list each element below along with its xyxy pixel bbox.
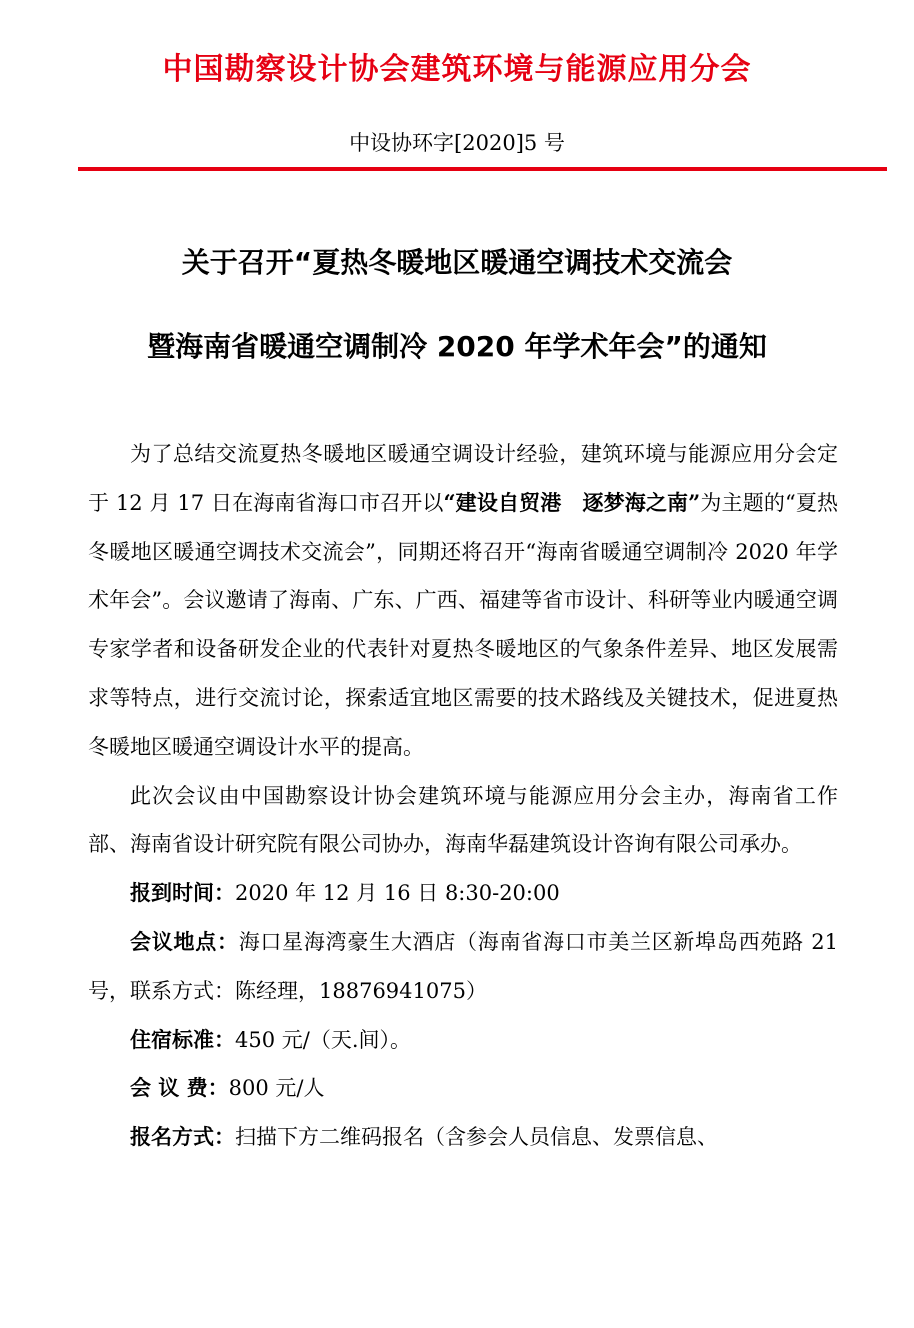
detail-label: 会议地点： (130, 928, 239, 954)
detail-value: 海口星海湾豪生大酒店（海南省海口市美兰区新埠岛西苑路 21 号，联系方式：陈经理，18876941075） (88, 929, 838, 1003)
detail-venue (88, 918, 838, 1016)
organization-name: 中国勘察设计协会建筑环境与能源应用分会 (162, 52, 752, 87)
red-divider-line (78, 167, 887, 171)
document-number: 中设协环字[2020]5 号 (349, 131, 565, 155)
detail-registration-time (88, 869, 838, 918)
detail-value: 450 元/（天.间）。 (235, 1027, 412, 1052)
title-line-1: 关于召开“夏热冬暖地区暖通空调技术交流会 (181, 246, 733, 279)
meeting-theme: “建设自贸港 逐梦海之南” (443, 489, 701, 515)
detail-label: 报到时间： (130, 880, 235, 906)
document-body (88, 430, 838, 1162)
detail-value: 扫描下方二维码报名（含参会人员信息、发票信息、 (235, 1125, 718, 1150)
detail-label: 报名方式： (130, 1124, 235, 1150)
detail-fee (88, 1064, 838, 1113)
detail-registration-method (88, 1113, 838, 1162)
intro-text-b: 为主题的“夏热冬暖地区暖通空调技术交流会”，同期还将召开“海南省暖通空调制冷 2020 年学术年会”。会议邀请了海南、广东、广西、福建等省市设计、科研等业内暖通空调专家学者和设备研发企业的代表针对夏热冬暖地区的气象条件差异、地区发展需求等特点，进行交流讨论，探索适宜地区需要的技术路线及关键技术，促进夏热冬暖地区暖通空调设计水平的提高。 (88, 490, 838, 759)
detail-accommodation (88, 1016, 838, 1065)
detail-label: 住宿标准： (130, 1026, 235, 1052)
paragraph-organizers: 此次会议由中国勘察设计协会建筑环境与能源应用分会主办，海南省工作部、海南省设计研究院有限公司协办，海南华磊建筑设计咨询有限公司承办。 (88, 783, 838, 857)
paragraph-intro (88, 430, 838, 772)
intro-text-a: 为了总结交流夏热冬暖地区暖通空调设计经验，建筑环境与能源应用分会定于 12 月 17 日在海南省海口市召开以 (88, 442, 838, 515)
detail-label: 会 议 费： (130, 1075, 229, 1101)
detail-value: 800 元/人 (228, 1076, 325, 1101)
detail-value: 2020 年 12 月 16 日 8:30-20:00 (235, 881, 560, 906)
title-line-2: 暨海南省暖通空调制冷 2020 年学术年会”的通知 (147, 330, 767, 363)
